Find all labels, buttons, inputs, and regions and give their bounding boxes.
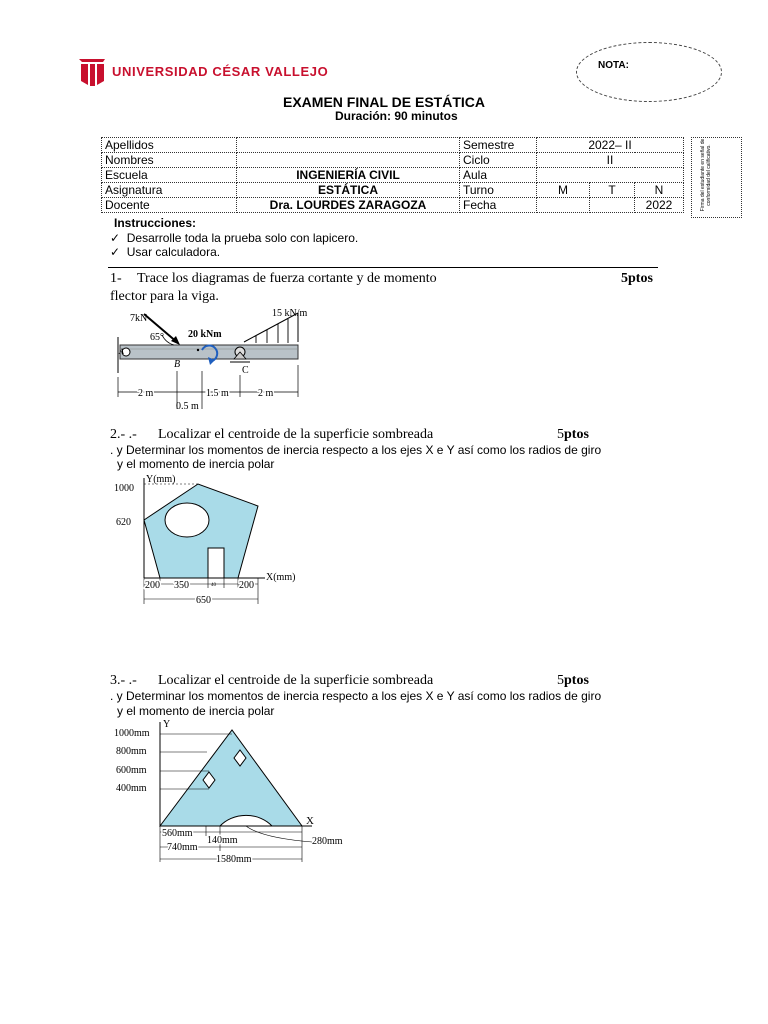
q1-point-b: B (174, 359, 181, 370)
ciclo-value: II (537, 153, 684, 168)
q2-dim-200a: 200 (145, 580, 160, 591)
q3-dim-140: 140mm (207, 835, 238, 846)
q1-dim-2m-a: 2 m (138, 388, 154, 399)
q1-points: 5ptos (621, 271, 653, 286)
q3-y-axis-label: Y (163, 719, 171, 730)
q3-number: 3.- .- (110, 673, 137, 688)
docente-label: Docente (102, 198, 237, 213)
signature-caption: Firma del estudiante en señal de conformidad del calificativo. (700, 138, 712, 212)
q3-dim-280: 280mm (312, 836, 343, 847)
ciclo-label: Ciclo (460, 153, 537, 168)
q2-subtext-line2: y el momento de inercia polar (117, 457, 275, 471)
semestre-label: Semestre (460, 138, 537, 153)
q2-text: Localizar el centroide de la superficie sombreada (158, 427, 434, 442)
nombres-label: Nombres (102, 153, 237, 168)
apellidos-field[interactable] (237, 138, 460, 153)
asignatura-value: ESTÁTICA (237, 183, 460, 198)
q2-dim-350: 350 (174, 580, 189, 591)
university-name: UNIVERSIDAD CÉSAR VALLEJO (112, 64, 329, 79)
instruction-item: ✓ Usar calculadora. (110, 245, 221, 259)
grade-label: NOTA: (598, 60, 629, 71)
q2-dim-40: 40 (211, 583, 216, 588)
turno-n-option[interactable]: N (635, 183, 684, 198)
check-icon: ✓ (110, 245, 121, 259)
q2-y-axis-label: Y(mm) (146, 474, 176, 485)
university-logo-icon (78, 57, 106, 87)
apellidos-label: Apellidos (102, 138, 237, 153)
q3-dim-1580: 1580mm (216, 854, 252, 865)
q1-text: Trace los diagramas de fuerza cortante y de momento (137, 271, 437, 286)
q1-point-a: A (119, 347, 124, 356)
q3-subtext: . y Determinar los momentos de inercia respecto a los ejes X e Y así como los radios de giro (110, 689, 602, 703)
q3-y-600: 600mm (116, 765, 147, 776)
q2-subtext: . y Determinar los momentos de inercia respecto a los ejes X e Y así como los radios de giro (110, 443, 602, 457)
q2-number: 2.- .- (110, 427, 137, 442)
fecha-value: 2022 (635, 198, 684, 213)
grade-oval (576, 42, 722, 102)
instructions-title: Instrucciones: (114, 216, 197, 230)
q1-number: 1- (110, 271, 122, 286)
q1-force-label: 7kN (130, 313, 148, 324)
signature-box[interactable] (691, 137, 742, 218)
exam-duration: Duración: 90 minutos (335, 109, 458, 123)
escuela-value: INGENIERÍA CIVIL (237, 168, 460, 183)
q2-dim-200b: 200 (239, 580, 254, 591)
aula-field[interactable] (537, 168, 684, 183)
q3-points: 5ptos (557, 673, 589, 688)
q3-triangle-figure (112, 716, 362, 866)
asignatura-label: Asignatura (102, 183, 237, 198)
check-icon: ✓ (110, 231, 121, 245)
turno-label: Turno (460, 183, 537, 198)
section-divider (108, 267, 658, 268)
docente-value: Dra. LOURDES ZARAGOZA (237, 198, 460, 213)
turno-t-option[interactable]: T (590, 183, 635, 198)
aula-label: Aula (460, 168, 537, 183)
q3-x-axis-label: X (306, 815, 314, 827)
q1-point-c: C (242, 365, 249, 376)
fecha-label: Fecha (460, 198, 537, 213)
q1-text-line2: flector para la viga. (110, 289, 219, 304)
q2-x-axis-label: X(mm) (266, 572, 296, 583)
q3-y-800: 800mm (116, 746, 147, 757)
q3-y-400: 400mm (116, 783, 147, 794)
instruction-item: ✓ Desarrolle toda la prueba solo con lapicero. (110, 231, 359, 245)
escuela-label: Escuela (102, 168, 237, 183)
q1-dim-0-5m: 0.5 m (176, 401, 199, 412)
nombres-field[interactable] (237, 153, 460, 168)
q2-y-620: 620 (116, 517, 131, 528)
q1-moment-label: 20 kNm (188, 329, 222, 340)
q1-angle-label: 65° (150, 332, 164, 343)
q1-load-label: 15 kN/m (272, 308, 308, 319)
q2-points: 5ptos (557, 427, 589, 442)
q1-beam-figure (110, 305, 330, 415)
q2-y-1000: 1000 (114, 483, 134, 494)
q2-pentagon-figure (110, 470, 330, 608)
student-info-table (101, 137, 684, 213)
exam-title: EXAMEN FINAL DE ESTÁTICA (283, 94, 485, 110)
q3-subtext-line2: y el momento de inercia polar (117, 704, 275, 718)
q1-dim-1-5m: 1.5 m (206, 388, 229, 399)
q3-dim-560: 560mm (162, 828, 193, 839)
q3-dim-740: 740mm (167, 842, 198, 853)
q3-text: Localizar el centroide de la superficie sombreada (158, 673, 434, 688)
semestre-value: 2022– II (537, 138, 684, 153)
q3-y-1000: 1000mm (114, 728, 150, 739)
q1-dim-2m-b: 2 m (258, 388, 274, 399)
q2-dim-650: 650 (196, 595, 211, 606)
turno-m-option[interactable]: M (537, 183, 590, 198)
